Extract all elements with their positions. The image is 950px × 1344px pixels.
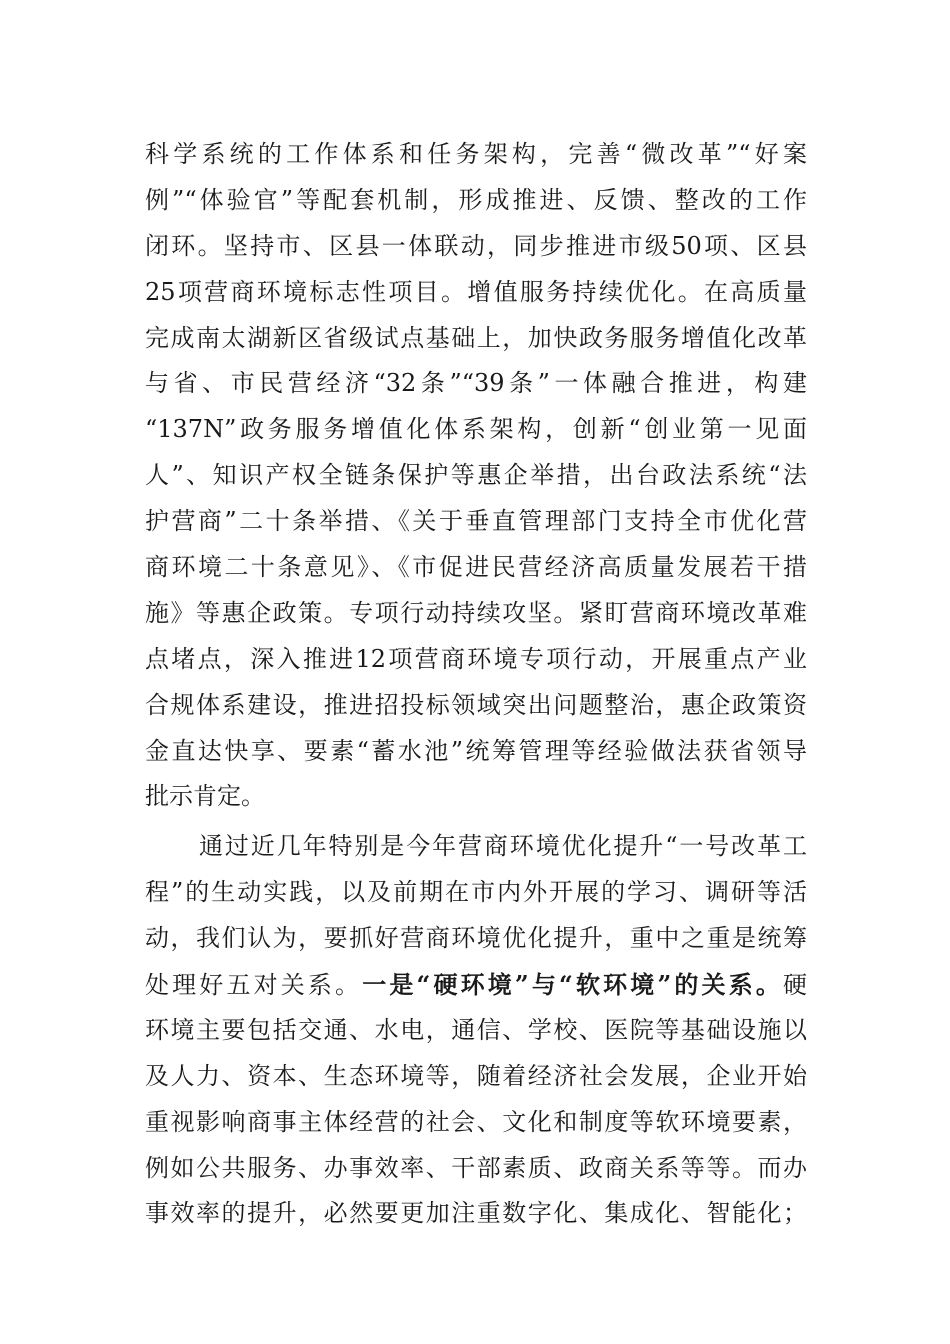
- text-line: 与省、市民营经济“32条”“39条”一体融合推进，构建: [145, 369, 807, 398]
- paragraph-2: [145, 824, 807, 1237]
- text-line: 科学系统的工作体系和任务架构，完善“微改革”“好案: [145, 140, 807, 168]
- text-line: 环境主要包括交通、水电，通信、学校、医院等基础设施以: [145, 1015, 807, 1044]
- text-line: 人”、知识产权全链条保护等惠企举措，出台政法系统“法: [145, 461, 807, 490]
- text-line: 事效率的提升，必然要更加注重数字化、集成化、智能化；: [145, 1199, 807, 1228]
- text-line: 例如公共服务、办事效率、干部素质、政商关系等等。而办: [145, 1153, 807, 1182]
- text-run: 硬: [783, 971, 808, 1000]
- text-line: 点堵点，深入推进12项营商环境专项行动，开展重点产业: [145, 644, 807, 673]
- paragraph-1: [145, 132, 807, 820]
- text-line: 施》等惠企政策。专项行动持续攻坚。紧盯营商环境改革难: [145, 598, 807, 627]
- bold-heading-run: 一是“硬环境”与“软环境”的关系。: [362, 970, 784, 1000]
- text-line: 合规体系建设，推进招投标领域突出问题整治，惠企政策资: [145, 690, 807, 719]
- text-line: 完成南太湖新区省级试点基础上，加快政务服务增值化改革: [145, 323, 807, 352]
- text-line: 及人力、资本、生态环境等，随着经济社会发展，企业开始: [145, 1061, 807, 1090]
- text-line: 重视影响商事主体经营的社会、文化和制度等软环境要素，: [145, 1107, 807, 1136]
- text-line: 商环境二十条意见》、《市促进民营经济高质量发展若干措: [145, 553, 807, 582]
- text-line-mixed: [145, 962, 807, 1008]
- text-line: 闭环。坚持市、区县一体联动，同步推进市级50项、区县: [145, 231, 807, 260]
- text-line: 例”“体验官”等配套机制，形成推进、反馈、整改的工作: [145, 185, 807, 214]
- text-line: 通过近几年特别是今年营商环境优化提升“一号改革工: [199, 832, 807, 861]
- document-body: [145, 132, 807, 1237]
- text-line: 护营商”二十条举措、《关于垂直管理部门支持全市优化营: [145, 507, 807, 536]
- text-line: 金直达快享、要素“蓄水池”统筹管理等经验做法获省领导: [145, 736, 807, 765]
- text-line: 程”的生动实践，以及前期在市内外开展的学习、调研等活: [145, 878, 807, 907]
- text-line: 批示肯定。: [145, 782, 265, 811]
- text-line: “137N”政务服务增值化体系架构，创新“创业第一见面: [145, 415, 807, 444]
- text-run: 处理好五对关系。: [145, 971, 363, 1000]
- text-line: 25项营商环境标志性项目。增值服务持续优化。在高质量: [145, 277, 807, 306]
- text-line: 动，我们认为，要抓好营商环境优化提升，重中之重是统筹: [145, 924, 807, 953]
